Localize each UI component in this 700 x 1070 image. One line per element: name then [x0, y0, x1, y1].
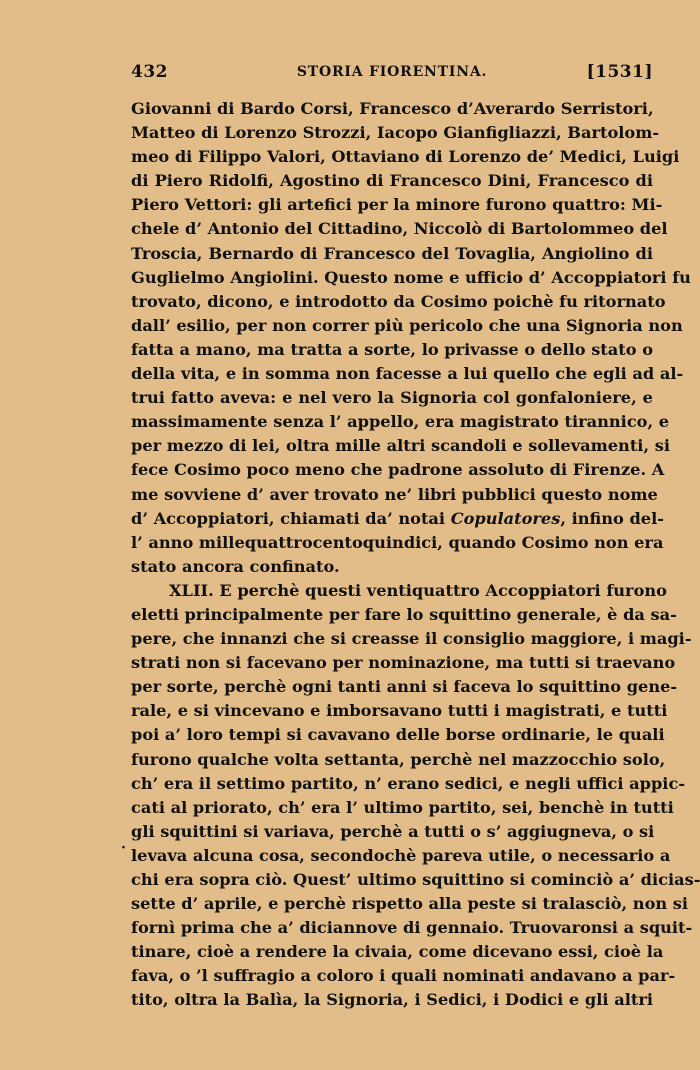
- text-line: l’ anno millequattrocentoquindici, quando Cosimo non era: [131, 532, 664, 552]
- text-segment: d’ Accoppiatori, chiamati da’ notai: [131, 508, 446, 528]
- text-line: di Piero Ridolfi, Agostino di Francesco Dini, Francesco di: [131, 171, 653, 191]
- page-header: [131, 62, 653, 88]
- text-line: chele d’ Antonio del Cittadino, Niccolò di Bartolommeo del: [131, 219, 668, 239]
- text-line: levava alcuna cosa, secondochè pareva utile, o necessario a: [131, 845, 671, 865]
- text-line: eletti principalmente per fare lo squittino generale, è da sa-: [131, 604, 677, 624]
- text-line: Guglielmo Angiolini. Questo nome e ufficio d’ Accoppiatori fu: [131, 267, 691, 287]
- text-line: pere, che innanzi che si creasse il consiglio maggiore, i magi-: [131, 629, 692, 649]
- text-line: trui fatto aveva: e nel vero la Signoria col gonfaloniere, e: [131, 388, 653, 408]
- text-line: Troscia, Bernardo di Francesco del Tovaglia, Angiolino di: [131, 243, 653, 263]
- text-line: strati non si facevano per nominazione, ma tutti si traevano: [131, 653, 676, 673]
- text-line: fece Cosimo poco meno che padrone assoluto di Firenze. A: [131, 460, 665, 480]
- text-line: della vita, e in somma non facesse a lui quello che egli ad al-: [131, 364, 684, 384]
- margin-mark: ·: [121, 840, 126, 856]
- text-line: fatta a mano, ma tratta a sorte, lo privasse o dello stato o: [131, 339, 653, 359]
- section-start-line: XLII. E perchè questi ventiquattro Accoppiatori furono: [169, 580, 667, 600]
- text-line: stato ancora confinato.: [131, 556, 340, 576]
- text-line: per sorte, perchè ogni tanti anni si faceva lo squittino gene-: [131, 677, 678, 697]
- text-line: furono qualche volta settanta, perchè nel mazzocchio solo,: [131, 749, 666, 769]
- text-line: me sovviene d’ aver trovato ne’ libri pubblici questo nome: [131, 484, 658, 504]
- body-text: [131, 97, 700, 1013]
- running-title: STORIA FIORENTINA.: [296, 64, 488, 80]
- text-line: dall’ esilio, per non correr più pericolo che una Signoria non: [131, 315, 683, 335]
- italic-term: Copulatores: [450, 508, 561, 528]
- text-line: ch’ era il settimo partito, n’ erano sedici, e negli uffici appic-: [131, 773, 686, 793]
- text-line: Giovanni di Bardo Corsi, Francesco d’Averardo Serristori,: [131, 99, 654, 118]
- text-line: Matteo di Lorenzo Strozzi, Iacopo Gianfigliazzi, Bartolom-: [131, 123, 660, 143]
- year-reference: [1531]: [586, 62, 653, 82]
- text-segment: , infino del-: [560, 508, 664, 528]
- text-line: tinare, cioè a rendere la civaia, come dicevano essi, cioè la: [131, 942, 664, 962]
- text-line: fornì prima che a’ diciannove di gennaio. Truovaronsi a squit-: [131, 918, 693, 938]
- text-line: sette d’ aprile, e perchè rispetto alla peste si tralasciò, non si: [131, 894, 689, 914]
- text-line: cati al priorato, ch’ era l’ ultimo partito, sei, benchè in tutti: [131, 797, 674, 817]
- text-line: Piero Vettori: gli artefici per la minore furono quattro: Mi-: [131, 195, 663, 215]
- text-line: gli squittini si variava, perchè a tutti o s’ aggiugneva, o si: [131, 821, 655, 841]
- text-line: per mezzo di lei, oltra mille altri scandoli e sollevamenti, si: [131, 436, 670, 456]
- text-line: fava, o ’l suffragio a coloro i quali nominati andavano a par-: [131, 966, 676, 986]
- text-line: tito, oltra la Balìa, la Signoria, i Sedici, i Dodici e gli altri: [131, 990, 653, 1010]
- text-line: massimamente senza l’ appello, era magistrato tirannico, e: [131, 412, 670, 432]
- text-line: chi era sopra ciò. Quest’ ultimo squittino si cominciò a’ dicias-: [131, 870, 700, 889]
- page-number: 432: [131, 62, 168, 82]
- text-line: rale, e si vincevano e imborsavano tutti i magistrati, e tutti: [131, 701, 668, 721]
- text-line: trovato, dicono, e introdotto da Cosimo poichè fu ritornato: [131, 291, 666, 311]
- text-line-with-italic: [131, 507, 664, 531]
- text-line: poi a’ loro tempi si cavavano delle borse ordinarie, le quali: [131, 725, 665, 745]
- text-line: meo di Filippo Valori, Ottaviano di Lorenzo de’ Medici, Luigi: [131, 147, 680, 167]
